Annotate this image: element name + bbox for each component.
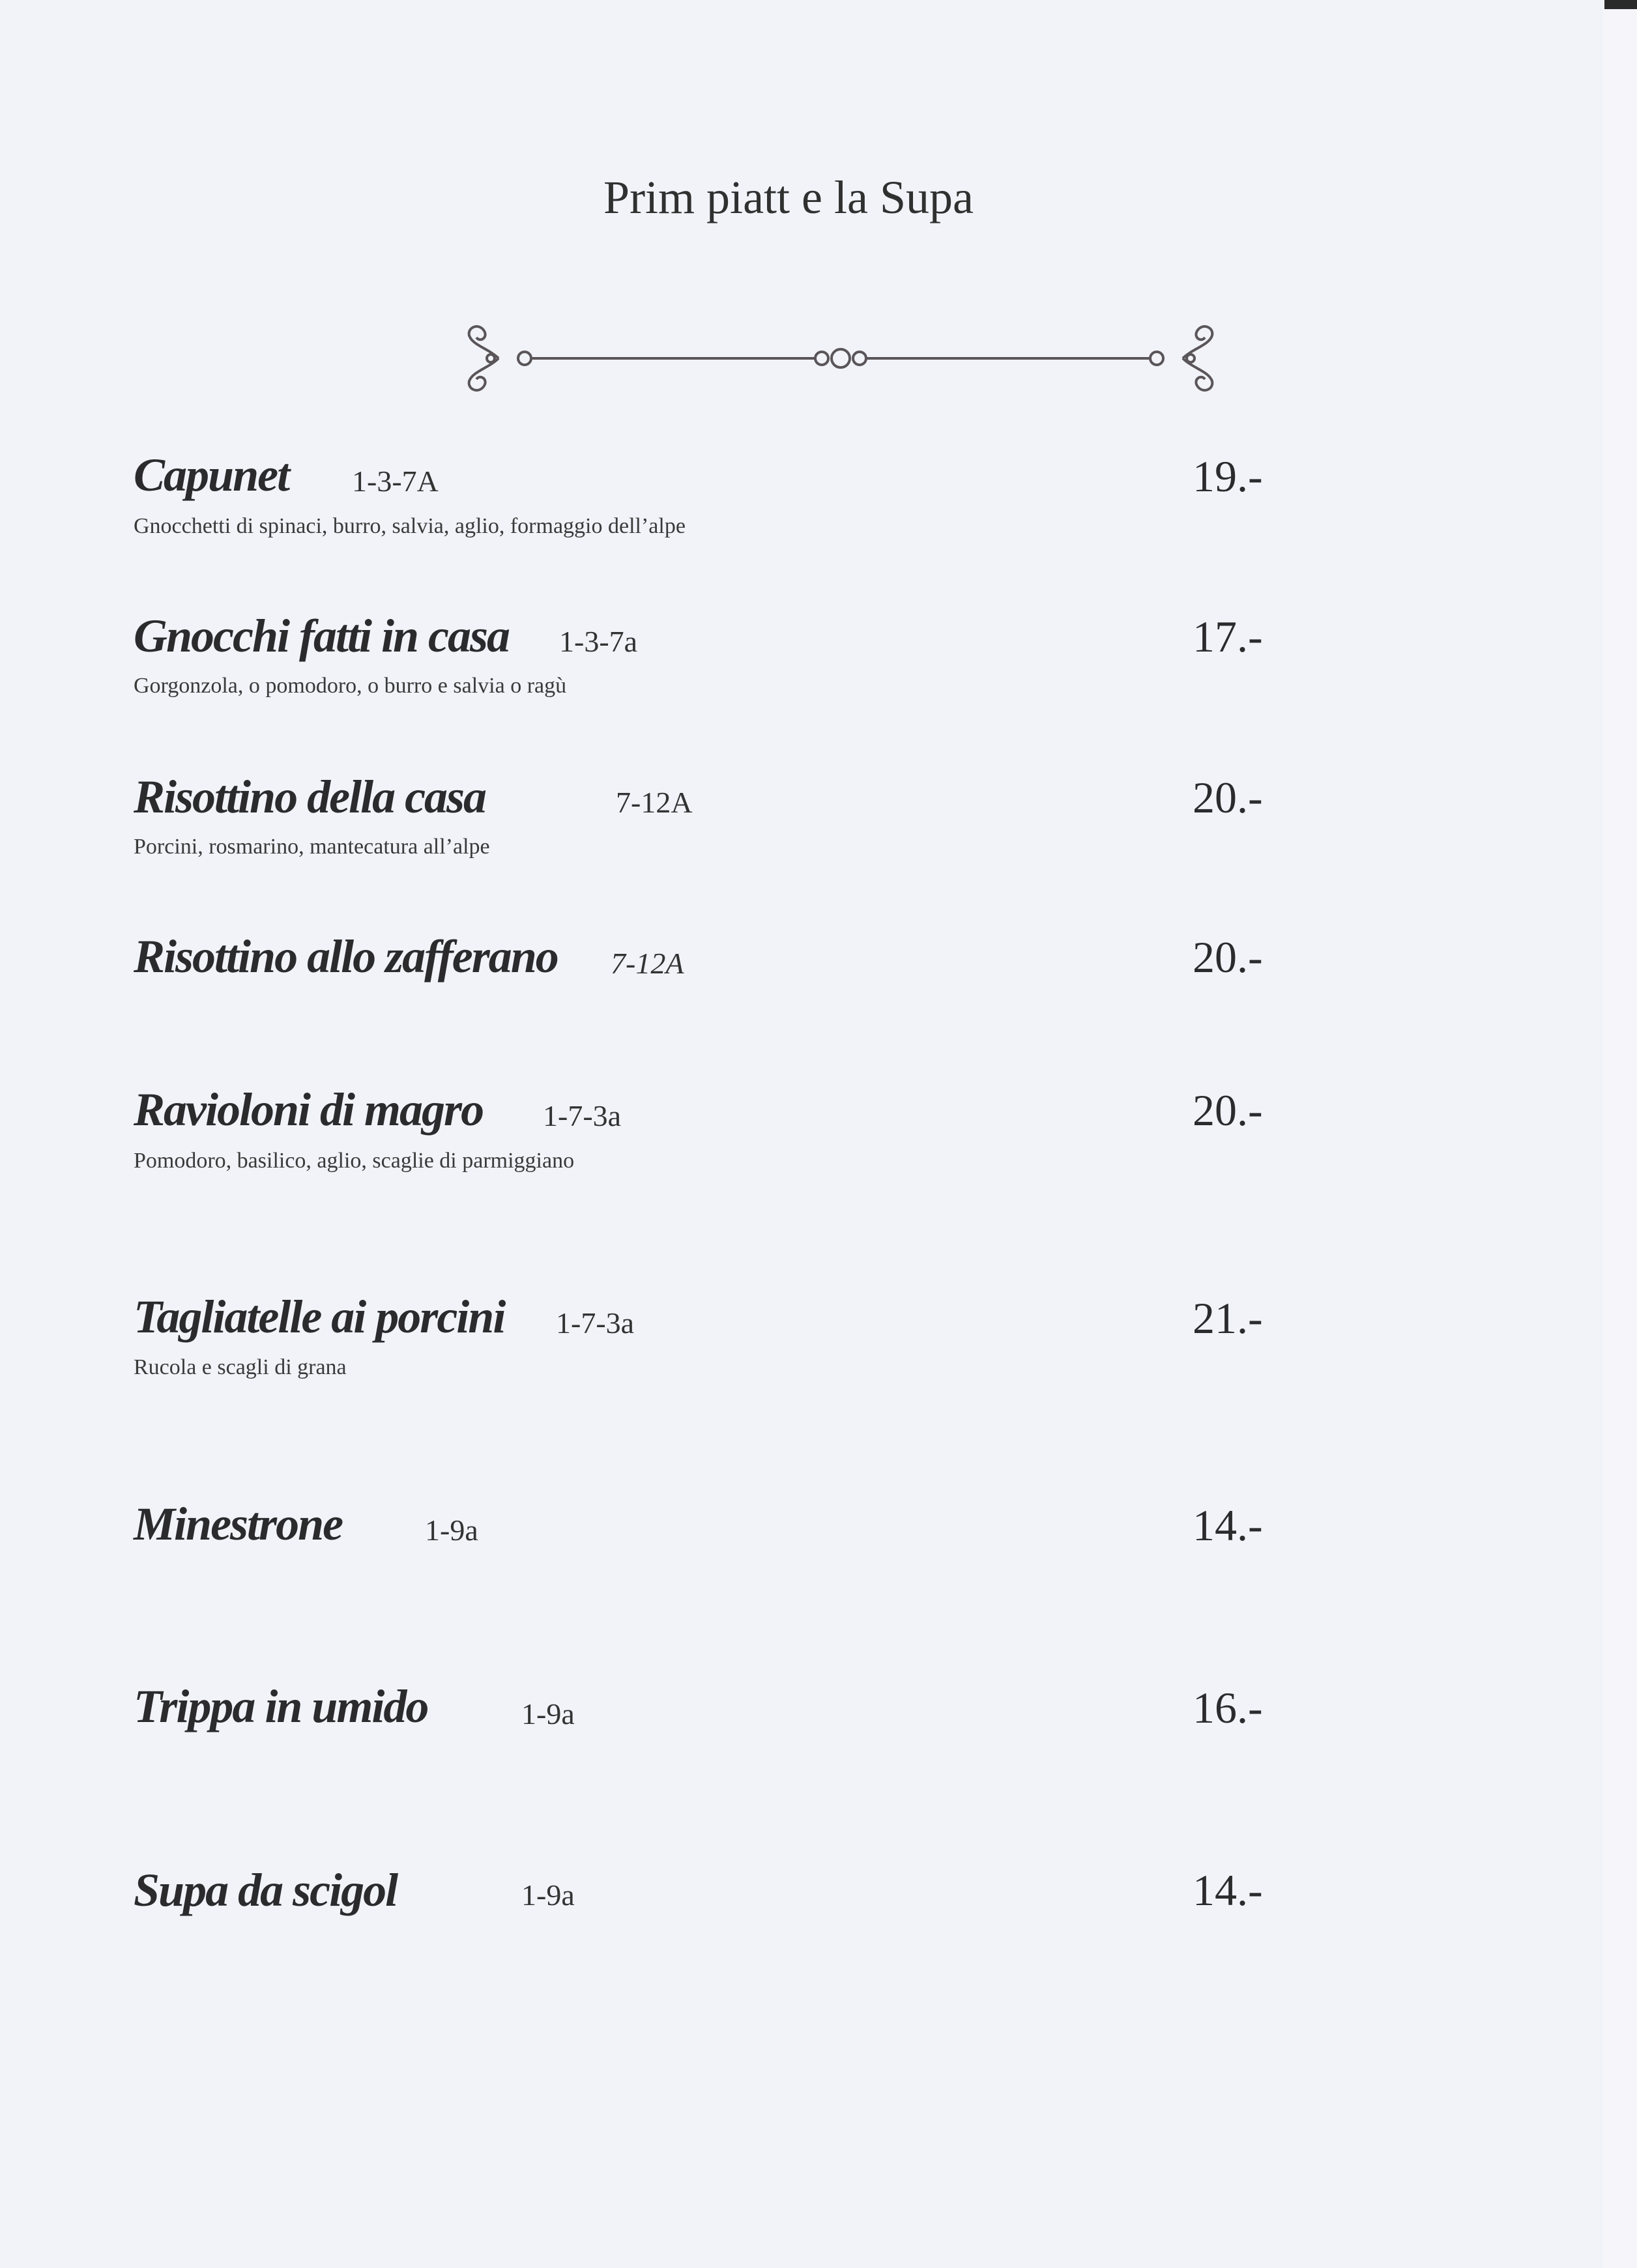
item-description: Pomodoro, basilico, aglio, scaglie di parmiggiano [134, 1149, 575, 1173]
corner-mark [1604, 0, 1637, 9]
item-name: Gnocchi fatti in casa [134, 610, 510, 662]
item-price: 20.- [1193, 1085, 1263, 1135]
item-name: Trippa in umido [134, 1680, 428, 1732]
item-price: 21.- [1193, 1293, 1263, 1343]
item-allergen-code: 1-9a [425, 1514, 478, 1547]
item-allergen-code: 7-12A [611, 947, 684, 980]
item-name: Ravioloni di magro [134, 1084, 484, 1136]
item-description: Gnocchetti di spinaci, burro, salvia, aglio, formaggio dell’alpe [134, 514, 686, 538]
item-name: Supa da scigol [134, 1864, 398, 1916]
item-description: Rucola e scagli di grana [134, 1355, 347, 1379]
menu-title: Prim piatt e la Supa [603, 171, 974, 223]
item-price: 14.- [1193, 1500, 1263, 1550]
item-price: 20.- [1193, 773, 1263, 822]
item-name: Risottino della casa [134, 771, 486, 823]
item-allergen-code: 1-7-3a [543, 1099, 622, 1132]
item-allergen-code: 1-3-7a [559, 625, 638, 658]
item-name: Capunet [134, 449, 289, 501]
item-description: Porcini, rosmarino, mantecatura all’alpe [134, 835, 490, 859]
item-price: 16.- [1193, 1683, 1263, 1732]
item-allergen-code: 1-3-7A [352, 465, 439, 498]
item-allergen-code: 7-12A [616, 786, 693, 819]
item-allergen-code: 1-9a [521, 1697, 575, 1730]
item-name: Tagliatelle ai porcini [134, 1291, 505, 1343]
item-name: Minestrone [134, 1498, 343, 1550]
ornament-divider-icon [459, 319, 1222, 397]
item-price: 19.- [1193, 452, 1263, 501]
item-price: 14.- [1193, 1865, 1263, 1915]
item-allergen-code: 1-7-3a [556, 1306, 635, 1340]
item-description: Gorgonzola, o pomodoro, o burro e salvia o ragù [134, 674, 567, 698]
page-edge [1603, 0, 1637, 2268]
item-name: Risottino allo zafferano [134, 930, 558, 983]
item-price: 20.- [1193, 932, 1263, 982]
item-price: 17.- [1193, 612, 1263, 661]
item-allergen-code: 1-9a [521, 1878, 575, 1912]
